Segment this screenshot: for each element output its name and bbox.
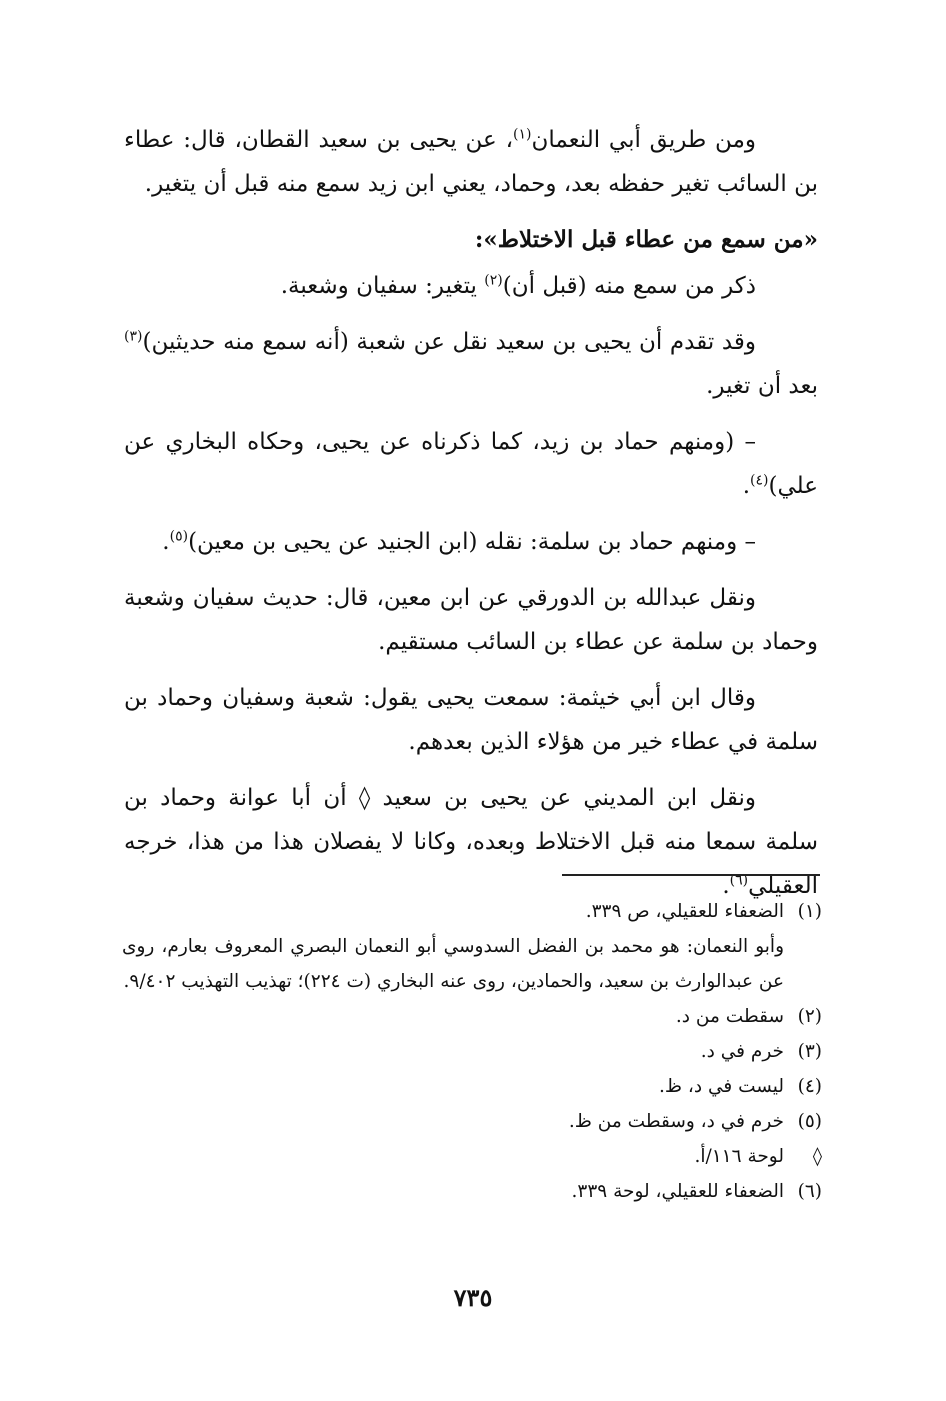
footnote: (٤) ليست في د، ظ. xyxy=(659,1076,822,1097)
footnote-ref: (١) xyxy=(513,126,532,143)
footnote-ref: (٣) xyxy=(124,328,143,345)
main-text xyxy=(124,118,818,920)
footnotes xyxy=(122,894,822,1209)
paragraph: وقد تقدم أن يحيى بن سعيد نقل عن شعبة (أنه سمع منه حديثين)$^{(٣)}$ بعد أن تغير. xyxy=(124,328,818,399)
paragraph: – (ومنهم حماد بن زيد، كما ذكرناه عن يحيى، وحكاه البخاري عن علي)$^{(٤)}$. xyxy=(124,429,818,499)
footnote-ref: (٥) xyxy=(169,528,189,545)
paragraph: ومن طريق أبي النعمان$^{(١)}$، عن يحيى بن سعيد القطان، قال: عطاء بن السائب تغير حفظه بعد، وحماد، يعني ابن زيد سمع منه قبل أن يتغير. xyxy=(124,126,818,197)
footnote: (٥) خرم في د، وسقطت من ظ. xyxy=(568,1111,822,1132)
footnote: (٢) سقطت من د. xyxy=(675,1006,822,1027)
paragraph: وقال ابن أبي خيثمة: سمعت يحيى يقول: شعبة وسفيان وحماد بن سلمة في عطاء خير من هؤلاء الذين بعدهم. xyxy=(124,685,818,755)
footnote: (١) الضعفاء للعقيلي، ص ٣٣٩. xyxy=(585,901,822,922)
footnote-ref: (٤) xyxy=(750,472,769,489)
footnote-ref: (٢) xyxy=(484,272,503,289)
paragraph: ونقل عبدالله بن الدورقي عن ابن معين، قال: حديث سفيان وشعبة وحماد بن سلمة عن عطاء بن السائب مستقيم. xyxy=(124,585,818,655)
paragraph: – ومنهم حماد بن سلمة: نقله (ابن الجنيد عن يحيى بن معين)$^{(٥)}$. xyxy=(162,528,756,555)
footnote: (٦) الضعفاء للعقيلي، لوحة ٣٣٩. xyxy=(571,1181,822,1202)
section-heading: «من سمع من عطاء قبل الاختلاط»: xyxy=(474,226,818,253)
footnote-ref: (٦) xyxy=(729,872,749,889)
page-number: ٧٣٥ xyxy=(453,1283,493,1312)
footnote-continuation: وأبو النعمان: هو محمد بن الفضل السدوسي أبو النعمان البصري المعروف بعارم، روى عن عبدالوارث بن سعيد، والحمادين، روى عنه البخاري (ت ٢٢٤)؛ تهذيب التهذيب ٩/٤٠٢. xyxy=(122,936,784,992)
footnote: ◊ لوحة ١١٦/أ. xyxy=(122,1139,822,1174)
footnote: (٣) خرم في د. xyxy=(700,1041,822,1062)
paragraph: ذكر من سمع منه (قبل أن)$^{(٢)}$ يتغير: سفيان وشعبة. xyxy=(280,272,756,299)
footnote-separator xyxy=(562,874,820,876)
folio-marker-icon: ◊ xyxy=(812,1146,822,1167)
paragraph: ونقل ابن المديني عن يحيى بن سعيد ◊ أن أبا عوانة وحماد بن سلمة سمعا منه قبل الاختلاط وبعده، وكانا لا يفصلان هذا من هذا، خرجه العقيلي$^{(٦)}$. xyxy=(124,785,818,899)
